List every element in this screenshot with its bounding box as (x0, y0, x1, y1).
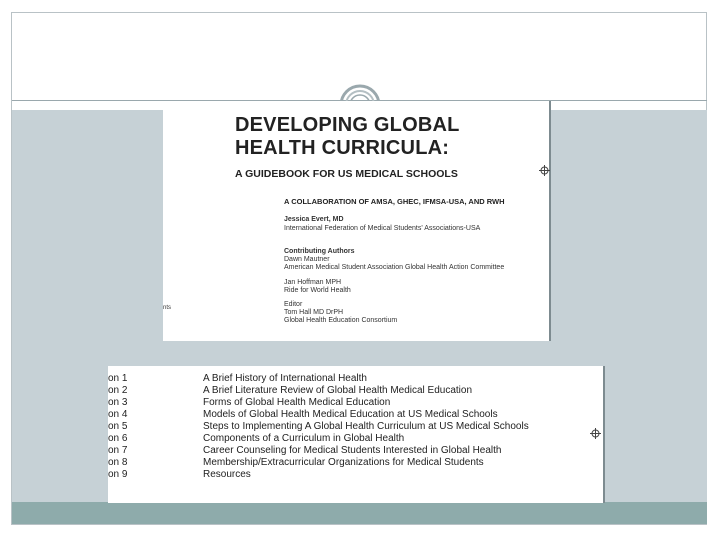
toc-row (108, 373, 605, 385)
toc-row (108, 433, 605, 445)
cover-title-line2: HEALTH CURRICULA: (235, 137, 450, 159)
contributor2-name: Jan Hoffman MPH (284, 279, 342, 286)
cover-edge-fragment: nts (163, 305, 172, 311)
toc-title: A Brief Literature Review of Global Health Medical Education (203, 385, 473, 396)
toc-number: on 8 (108, 457, 128, 468)
toc-row (108, 397, 605, 409)
toc-title: Components of a Curriculum in Global Health (203, 433, 405, 444)
editor-org: Global Health Education Consortium (284, 317, 398, 324)
editor-name: Tom Hall MD DrPH (284, 309, 344, 316)
toc-title: Models of Global Health Medical Education at US Medical Schools (203, 409, 498, 420)
crosshair-handle-icon[interactable] (590, 428, 601, 439)
crosshair-handle-icon[interactable] (539, 165, 550, 176)
cover-image-panel[interactable] (163, 101, 551, 341)
cover-title (235, 114, 460, 160)
toc-row (108, 469, 605, 481)
contributing-heading: Contributing Authors (284, 248, 355, 255)
author-name: Jessica Evert, MD (284, 216, 344, 223)
toc-number: on 3 (108, 397, 128, 408)
toc-row (108, 409, 605, 421)
toc-title: Membership/Extracurricular Organizations for Medical Students (203, 457, 484, 468)
toc-number: on 4 (108, 409, 128, 420)
toc-row (108, 421, 605, 433)
toc-number: on 9 (108, 469, 128, 480)
cover-title-line1: DEVELOPING GLOBAL (235, 114, 460, 136)
editor-heading: Editor (284, 301, 303, 308)
toc-row (108, 457, 605, 469)
toc-number: on 6 (108, 433, 128, 444)
toc-number: on 5 (108, 421, 128, 432)
contributor1-name: Dawn Mautner (284, 256, 330, 263)
collaboration-line: A COLLABORATION OF AMSA, GHEC, IFMSA-USA, AND RWH (284, 197, 505, 206)
toc-number: on 7 (108, 445, 128, 456)
contributor1-org: American Medical Student Association Global Health Action Committee (284, 264, 505, 271)
author-org: International Federation of Medical Students' Associations-USA (284, 225, 481, 232)
cover-subtitle: A GUIDEBOOK FOR US MEDICAL SCHOOLS (235, 168, 458, 180)
toc-title: Career Counseling for Medical Students Interested in Global Health (203, 445, 502, 456)
toc-image-panel[interactable] (108, 366, 605, 503)
toc-title: Steps to Implementing A Global Health Curriculum at US Medical Schools (203, 421, 529, 432)
toc-row (108, 445, 605, 457)
toc-number: on 2 (108, 385, 128, 396)
toc-title: Forms of Global Health Medical Education (203, 397, 391, 408)
footer-bar (12, 502, 707, 524)
toc-row (108, 385, 605, 397)
toc-number: on 1 (108, 373, 128, 384)
toc-title: A Brief History of International Health (203, 373, 367, 384)
toc-title: Resources (203, 469, 251, 480)
contributor2-org: Ride for World Health (284, 287, 351, 294)
